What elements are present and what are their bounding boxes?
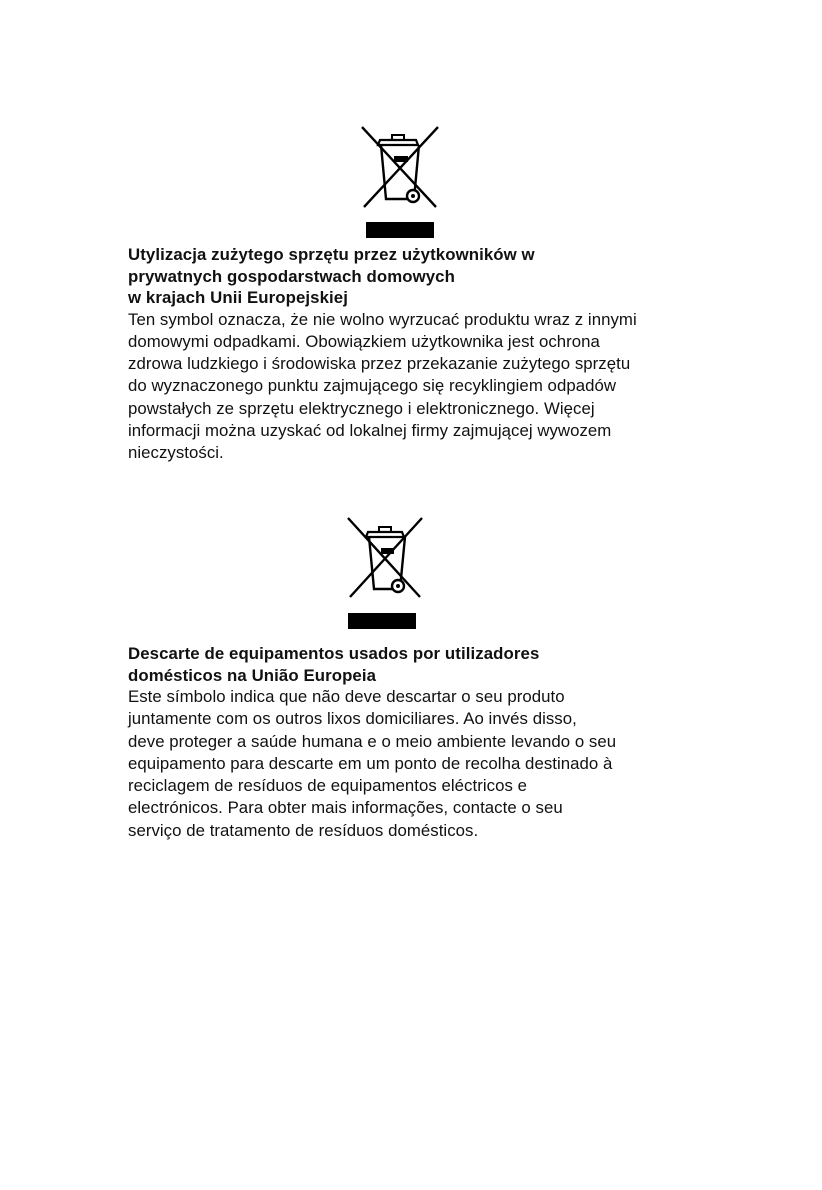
body-line: juntamente com os outros lixos domiciliares. Ao invés disso, [128,709,577,729]
body-line: reciclagem de resíduos de equipamentos eléctricos e [128,776,527,796]
section-heading [128,643,688,686]
body-line: powstałych ze sprzętu elektrycznego i elektronicznego. Więcej [128,398,595,418]
body-line: nieczystości. [128,443,224,463]
body-line: zdrowa ludzkiego i środowiska przez przekazanie zużytego sprzętu [128,354,631,374]
weee-section-portuguese [128,515,688,842]
weee-section-polish [128,123,688,465]
section-body [128,686,688,842]
section-heading [128,244,688,309]
weee-bar [366,222,434,238]
body-line: serviço de tratamento de resíduos domésticos. [128,820,479,840]
crossed-out-wheelie-bin-icon [358,123,442,223]
heading-line: w krajach Unii Europejskiej [128,288,349,307]
weee-symbol [346,515,426,631]
heading-line: Utylizacja zużytego sprzętu przez użytkowników w [128,245,535,264]
body-line: equipamento para descarte em um ponto de recolha destinado à [128,753,613,773]
weee-bar [348,613,416,629]
body-line: informacji można uzyskać od lokalnej firmy zajmującej wywozem [128,420,612,440]
body-line: Este símbolo indica que não deve descartar o seu produto [128,687,565,706]
body-line: Ten symbol oznacza, że nie wolno wyrzucać produktu wraz z innymi [128,309,637,329]
heading-line: prywatnych gospodarstwach domowych [128,266,455,286]
section-body [128,309,688,465]
body-line: deve proteger a saúde humana e o meio ambiente levando o seu [128,731,617,751]
heading-line: Descarte de equipamentos usados por utilizadores [128,644,540,663]
body-line: electrónicos. Para obter mais informações, contacte o seu [128,798,563,818]
crossed-out-wheelie-bin-icon [346,515,426,613]
weee-symbol [358,123,442,241]
body-line: do wyznaczonego punktu zajmującego się recyklingiem odpadów [128,376,617,396]
body-line: domowymi odpadkami. Obowiązkiem użytkownika jest ochrona [128,331,600,351]
heading-line: domésticos na União Europeia [128,665,377,685]
